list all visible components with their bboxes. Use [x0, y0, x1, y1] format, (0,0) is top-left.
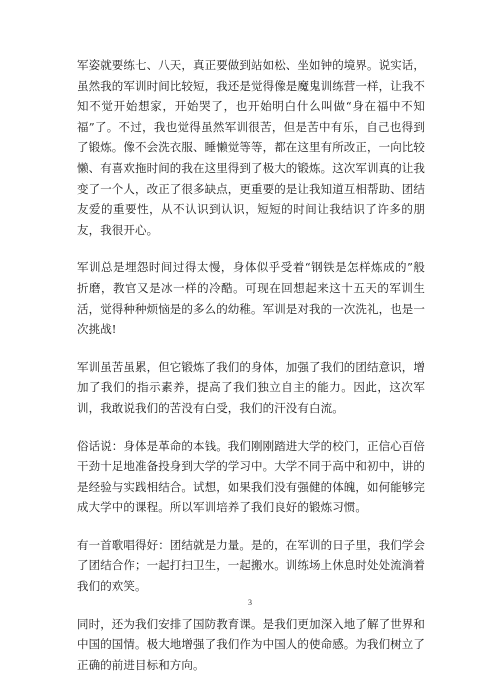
paragraph-6: 同时，还为我们安排了国防教育课。是我们更加深入地了解了世界和中国的国情。极大地增强了我们作为中国人的使命感。为我们树立了正确的前进目标和方向。 — [77, 616, 425, 672]
document-body — [77, 55, 425, 692]
paragraph-3: 军训虽苦虽累，但它锻炼了我们的身体，加强了我们的团结意识，增加了我们的指示素养，提高了我们独立自主的能力。因此，这次军训，我敢说我们的苦没有白受，我们的汗没有白流。 — [77, 359, 425, 415]
paragraph-2: 军训总是埋怨时间过得太慢，身体似乎受着“钢铁是怎样炼成的”般折磨，教官又是冰一样的冷酷。可现在回想起来这十五天的军训生活，觉得种种烦恼是的多么的幼稚。军训是对我的一次洗礼，也是一次挑战! — [77, 260, 425, 337]
paragraph-1: 军姿就要练七、八天，真正要做到站如松、坐如钟的境界。说实话，虽然我的军训时间比较短，我还是觉得像是魔鬼训练营一样，让我不知不觉开始想家，开始哭了，也开始明白什么叫做“身在福中不知福”了。不过，我也觉得虽然军训很苦，但是苦中有乐，自己也得到了锻炼。像不会洗衣服、睡懒觉等等，都在这里有所改正，一向比较懒、有喜欢拖时间的我在这里得到了极大的锻炼。这次军训真的让我变了一个人，改正了很多缺点，更重要的是让我知道互相帮助、团结友爱的重要性，从不认识到认识，短短的时间让我结识了许多的朋友，我很开心。 — [77, 58, 425, 237]
paragraph-4: 俗话说：身体是革命的本钱。我们刚刚踏进大学的校门，正信心百倍干劲十足地准备投身到大学的学习中。大学不同于高中和初中，讲的是经验与实践相结合。试想，如果我们没有强健的体魄，如何能够完成大学中的课程。所以军训培养了我们良好的锻炼习惯。 — [77, 438, 425, 515]
paragraph-5: 有一首歌唱得好：团结就是力量。是的，在军训的日子里，我们学会了团结合作；一起打扫卫生，一起搬水。训练场上休息时处处流淌着我们的欢笑。 — [77, 537, 425, 594]
page-number: 3 — [248, 598, 252, 607]
